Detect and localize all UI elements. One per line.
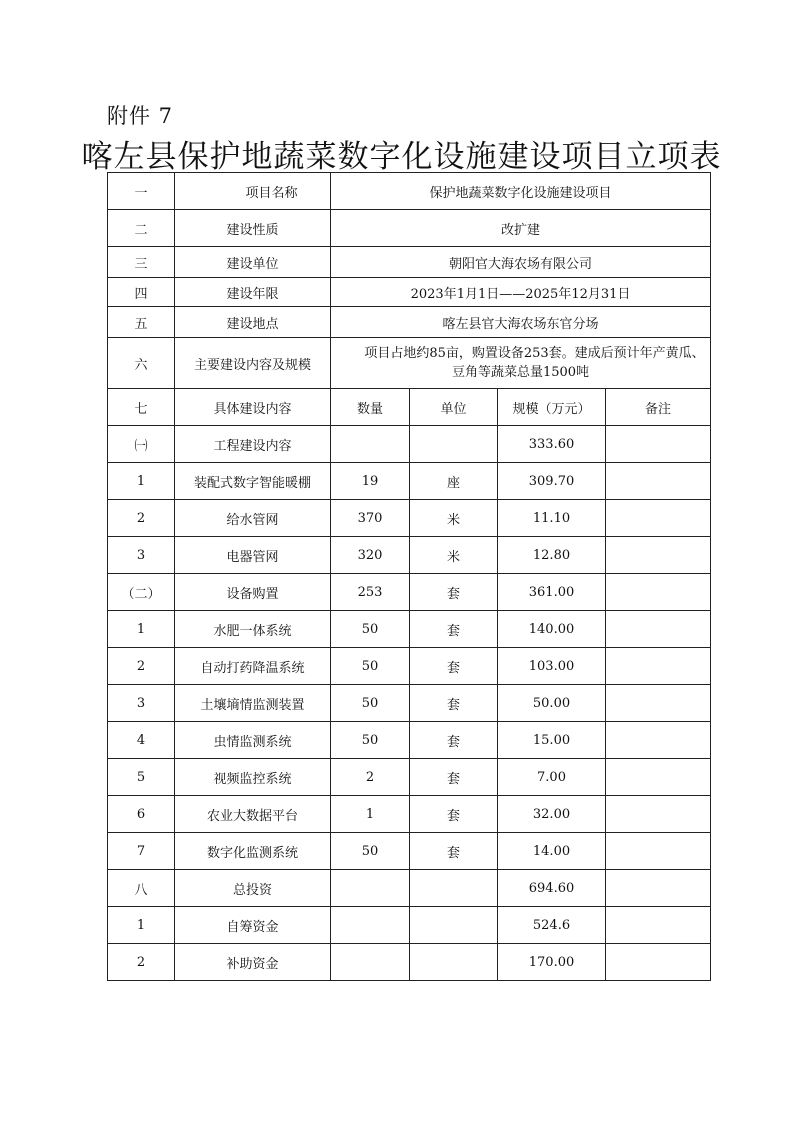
row-number: 四 bbox=[108, 278, 175, 307]
header-scale: 规模（万元） bbox=[498, 389, 606, 426]
detail-row bbox=[108, 426, 711, 463]
detail-row bbox=[108, 907, 711, 944]
cell-number: 2 bbox=[108, 500, 175, 537]
cell-note bbox=[606, 833, 711, 870]
row-number: 三 bbox=[108, 247, 175, 278]
cell-number: （二） bbox=[108, 574, 175, 611]
detail-row bbox=[108, 648, 711, 685]
cell-item: 数字化监测系统 bbox=[175, 833, 331, 870]
cell-unit bbox=[410, 426, 498, 463]
row-value: 改扩建 bbox=[331, 210, 711, 247]
cell-note bbox=[606, 944, 711, 981]
row-label: 项目名称 bbox=[175, 173, 331, 210]
cell-item: 电器管网 bbox=[175, 537, 331, 574]
cell-unit: 套 bbox=[410, 574, 498, 611]
cell-item: 自动打药降温系统 bbox=[175, 648, 331, 685]
cell-number: 1 bbox=[108, 907, 175, 944]
document-title: 喀左县保护地蔬菜数字化设施建设项目立项表 bbox=[81, 139, 722, 175]
cell-scale: 103.00 bbox=[498, 648, 606, 685]
cell-scale: 15.00 bbox=[498, 722, 606, 759]
cell-item: 土壤墒情监测装置 bbox=[175, 685, 331, 722]
cell-item: 农业大数据平台 bbox=[175, 796, 331, 833]
cell-number: 5 bbox=[108, 759, 175, 796]
info-row-period bbox=[108, 278, 711, 307]
row-number: 五 bbox=[108, 307, 175, 338]
cell-scale: 694.60 bbox=[498, 870, 606, 907]
cell-quantity bbox=[331, 426, 410, 463]
detail-row bbox=[108, 685, 711, 722]
cell-quantity bbox=[331, 870, 410, 907]
detail-row bbox=[108, 833, 711, 870]
cell-note bbox=[606, 537, 711, 574]
header-number: 七 bbox=[108, 389, 175, 426]
detail-row bbox=[108, 611, 711, 648]
cell-quantity: 1 bbox=[331, 796, 410, 833]
info-row-unit bbox=[108, 247, 711, 278]
cell-quantity bbox=[331, 944, 410, 981]
info-row-nature bbox=[108, 210, 711, 247]
cell-note bbox=[606, 759, 711, 796]
cell-scale: 333.60 bbox=[498, 426, 606, 463]
row-number: 一 bbox=[108, 173, 175, 210]
detail-row bbox=[108, 870, 711, 907]
cell-quantity: 2 bbox=[331, 759, 410, 796]
cell-note bbox=[606, 426, 711, 463]
cell-unit: 套 bbox=[410, 796, 498, 833]
cell-item: 装配式数字智能暖棚 bbox=[175, 463, 331, 500]
cell-unit: 套 bbox=[410, 759, 498, 796]
cell-unit: 套 bbox=[410, 648, 498, 685]
row-value: 项目占地约85亩，购置设备253套。建成后预计年产黄瓜、豆角等蔬菜总量1500吨 bbox=[331, 338, 711, 389]
cell-number: 4 bbox=[108, 722, 175, 759]
cell-note bbox=[606, 611, 711, 648]
cell-quantity: 253 bbox=[331, 574, 410, 611]
cell-quantity: 50 bbox=[331, 722, 410, 759]
header-unit: 单位 bbox=[410, 389, 498, 426]
cell-note bbox=[606, 500, 711, 537]
cell-item: 总投资 bbox=[175, 870, 331, 907]
cell-item: 水肥一体系统 bbox=[175, 611, 331, 648]
row-value: 朝阳官大海农场有限公司 bbox=[331, 247, 711, 278]
cell-number: 3 bbox=[108, 537, 175, 574]
cell-item: 自筹资金 bbox=[175, 907, 331, 944]
detail-row bbox=[108, 944, 711, 981]
detail-row bbox=[108, 537, 711, 574]
row-number: 二 bbox=[108, 210, 175, 247]
cell-scale: 32.00 bbox=[498, 796, 606, 833]
cell-unit: 套 bbox=[410, 611, 498, 648]
header-item: 具体建设内容 bbox=[175, 389, 331, 426]
cell-number: 6 bbox=[108, 796, 175, 833]
cell-note bbox=[606, 648, 711, 685]
cell-unit bbox=[410, 944, 498, 981]
row-number: 六 bbox=[108, 338, 175, 389]
cell-quantity: 19 bbox=[331, 463, 410, 500]
row-label: 建设地点 bbox=[175, 307, 331, 338]
cell-quantity bbox=[331, 907, 410, 944]
attachment-label: 附件 7 bbox=[107, 104, 174, 128]
cell-quantity: 320 bbox=[331, 537, 410, 574]
cell-unit: 米 bbox=[410, 500, 498, 537]
cell-note bbox=[606, 463, 711, 500]
row-value: 2023年1月1日——2025年12月31日 bbox=[331, 278, 711, 307]
cell-number: 1 bbox=[108, 463, 175, 500]
cell-quantity: 50 bbox=[331, 685, 410, 722]
cell-scale: 309.70 bbox=[498, 463, 606, 500]
cell-scale: 50.00 bbox=[498, 685, 606, 722]
detail-header-row bbox=[108, 389, 711, 426]
cell-unit: 套 bbox=[410, 833, 498, 870]
row-label: 建设单位 bbox=[175, 247, 331, 278]
cell-item: 工程建设内容 bbox=[175, 426, 331, 463]
cell-quantity: 50 bbox=[331, 648, 410, 685]
cell-note bbox=[606, 870, 711, 907]
cell-item: 虫情监测系统 bbox=[175, 722, 331, 759]
cell-note bbox=[606, 796, 711, 833]
header-note: 备注 bbox=[606, 389, 711, 426]
cell-scale: 140.00 bbox=[498, 611, 606, 648]
detail-row bbox=[108, 759, 711, 796]
cell-number: 1 bbox=[108, 611, 175, 648]
cell-unit: 座 bbox=[410, 463, 498, 500]
cell-number: 3 bbox=[108, 685, 175, 722]
row-label: 主要建设内容及规模 bbox=[175, 338, 331, 389]
cell-unit: 套 bbox=[410, 685, 498, 722]
detail-row bbox=[108, 722, 711, 759]
row-value: 喀左县官大海农场东官分场 bbox=[331, 307, 711, 338]
detail-row bbox=[108, 463, 711, 500]
row-value: 保护地蔬菜数字化设施建设项目 bbox=[331, 173, 711, 210]
cell-unit: 套 bbox=[410, 722, 498, 759]
detail-row bbox=[108, 500, 711, 537]
cell-item: 给水管网 bbox=[175, 500, 331, 537]
cell-number: 7 bbox=[108, 833, 175, 870]
cell-number: 2 bbox=[108, 648, 175, 685]
cell-note bbox=[606, 722, 711, 759]
cell-scale: 12.80 bbox=[498, 537, 606, 574]
cell-note bbox=[606, 685, 711, 722]
cell-note bbox=[606, 574, 711, 611]
cell-note bbox=[606, 907, 711, 944]
cell-number: ㈠ bbox=[108, 426, 175, 463]
cell-scale: 14.00 bbox=[498, 833, 606, 870]
detail-row bbox=[108, 796, 711, 833]
project-table bbox=[107, 172, 711, 981]
row-label: 建设年限 bbox=[175, 278, 331, 307]
cell-scale: 361.00 bbox=[498, 574, 606, 611]
cell-scale: 524.6 bbox=[498, 907, 606, 944]
info-row-name bbox=[108, 173, 711, 210]
cell-unit bbox=[410, 870, 498, 907]
cell-quantity: 370 bbox=[331, 500, 410, 537]
info-row-location bbox=[108, 307, 711, 338]
header-quantity: 数量 bbox=[331, 389, 410, 426]
cell-quantity: 50 bbox=[331, 611, 410, 648]
cell-item: 视频监控系统 bbox=[175, 759, 331, 796]
cell-item: 设备购置 bbox=[175, 574, 331, 611]
cell-item: 补助资金 bbox=[175, 944, 331, 981]
info-row-scope bbox=[108, 338, 711, 389]
cell-unit bbox=[410, 907, 498, 944]
cell-scale: 7.00 bbox=[498, 759, 606, 796]
cell-scale: 170.00 bbox=[498, 944, 606, 981]
cell-unit: 米 bbox=[410, 537, 498, 574]
cell-scale: 11.10 bbox=[498, 500, 606, 537]
cell-quantity: 50 bbox=[331, 833, 410, 870]
cell-number: 2 bbox=[108, 944, 175, 981]
row-label: 建设性质 bbox=[175, 210, 331, 247]
cell-number: 八 bbox=[108, 870, 175, 907]
detail-row bbox=[108, 574, 711, 611]
